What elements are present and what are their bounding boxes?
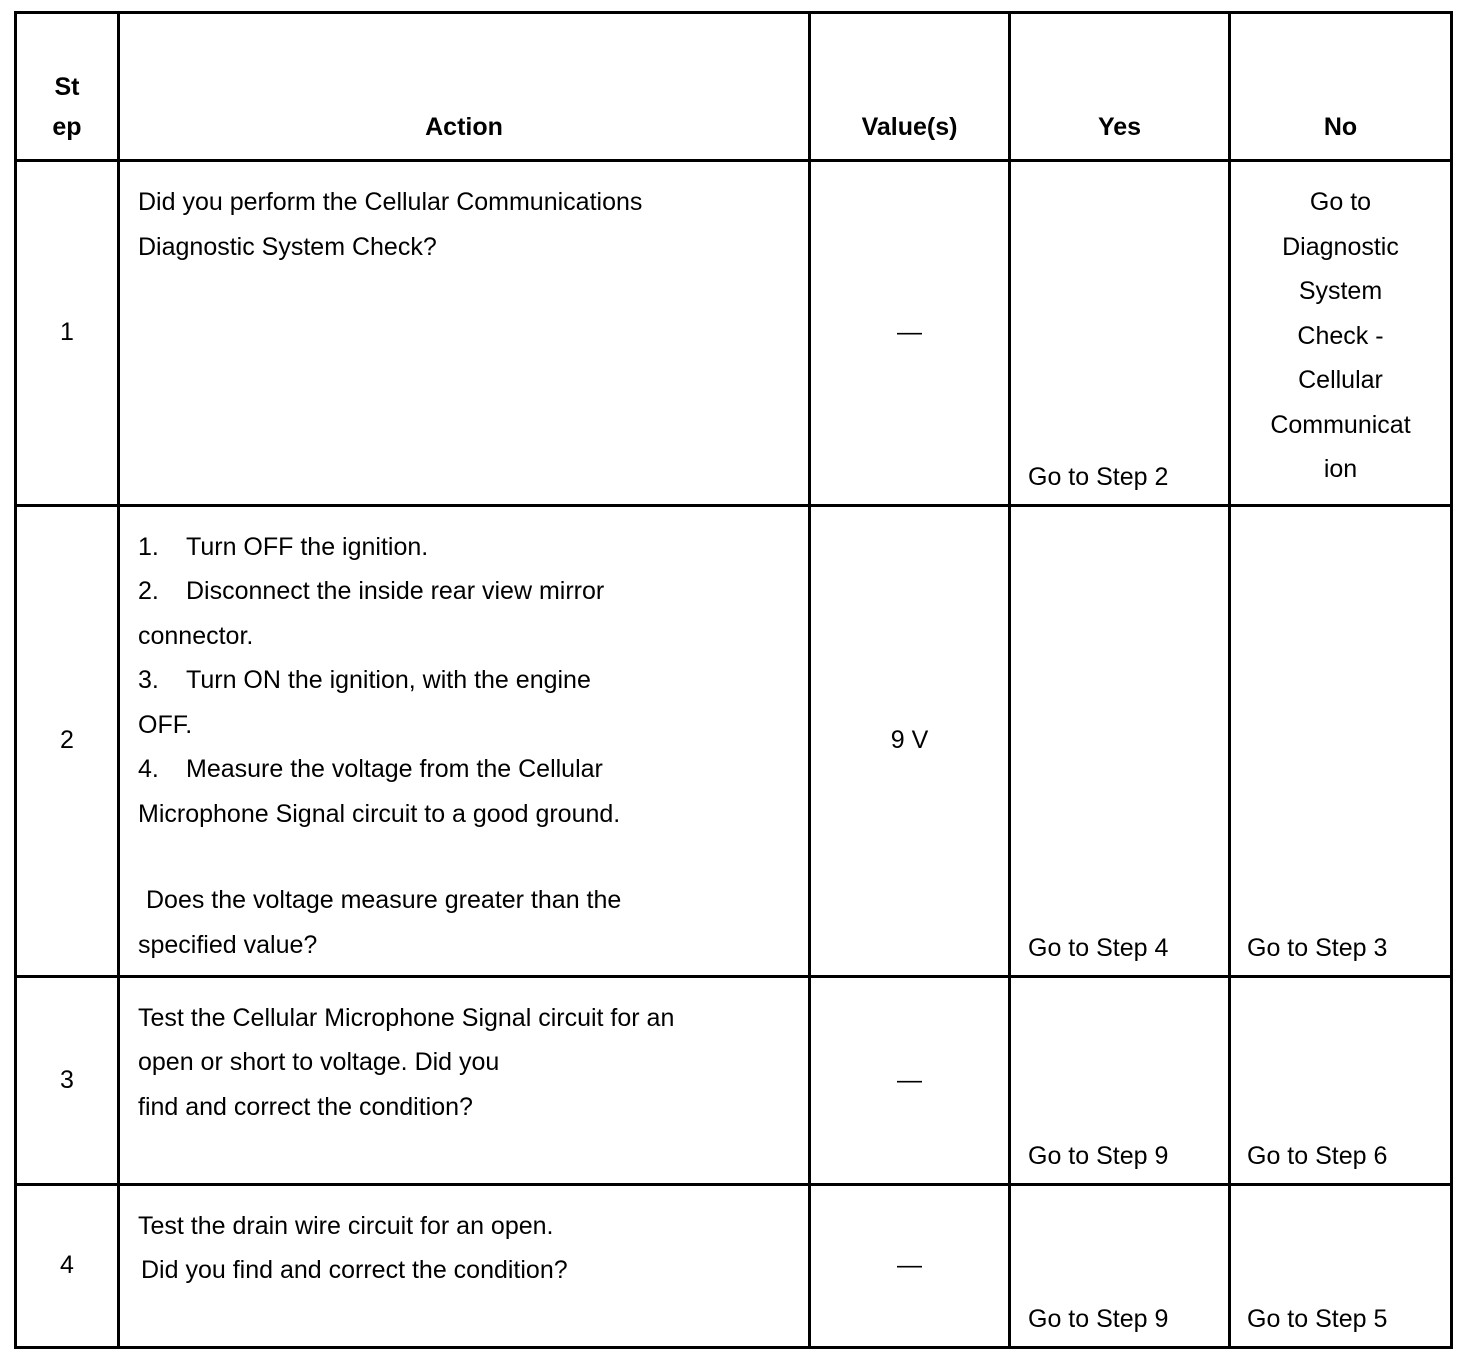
value-cell: — bbox=[810, 1184, 1010, 1347]
table-row bbox=[16, 1184, 1452, 1347]
header-values: Value(s) bbox=[810, 13, 1010, 161]
yes-cell: Go to Step 9 bbox=[1010, 976, 1230, 1184]
action-cell: Did you perform the Cellular Communications Diagnostic System Check? bbox=[119, 161, 810, 506]
action-cell: 1. Turn OFF the ignition. 2. Disconnect the inside rear view mirror connector. 3. Turn ON the ignition, with the engine OFF. 4. Measure the voltage from the Cellular Microphone Signal circuit to a good ground. Does the voltage measure greater than the specified value? bbox=[119, 505, 810, 976]
table-row bbox=[16, 505, 1452, 976]
step-number: 3 bbox=[16, 976, 119, 1184]
table-row bbox=[16, 976, 1452, 1184]
no-cell: Go to Diagnostic System Check - Cellular Communicat ion bbox=[1230, 161, 1452, 506]
value-cell: — bbox=[810, 976, 1010, 1184]
no-cell: Go to Step 6 bbox=[1230, 976, 1452, 1184]
header-action: Action bbox=[119, 13, 810, 161]
header-row bbox=[16, 13, 1452, 161]
action-cell: Test the Cellular Microphone Signal circuit for an open or short to voltage. Did you find and correct the condition? bbox=[119, 976, 810, 1184]
header-step: St ep bbox=[16, 13, 119, 161]
header-yes: Yes bbox=[1010, 13, 1230, 161]
no-cell: Go to Step 5 bbox=[1230, 1184, 1452, 1347]
yes-cell: Go to Step 9 bbox=[1010, 1184, 1230, 1347]
no-cell: Go to Step 3 bbox=[1230, 505, 1452, 976]
action-cell: Test the drain wire circuit for an open. Did you find and correct the condition? bbox=[119, 1184, 810, 1347]
step-number: 1 bbox=[16, 161, 119, 506]
step-number: 2 bbox=[16, 505, 119, 976]
table-row bbox=[16, 161, 1452, 506]
diagnostic-table bbox=[14, 11, 1453, 1349]
header-no: No bbox=[1230, 13, 1452, 161]
yes-cell: Go to Step 4 bbox=[1010, 505, 1230, 976]
step-number: 4 bbox=[16, 1184, 119, 1347]
value-cell: — bbox=[810, 161, 1010, 506]
yes-cell: Go to Step 2 bbox=[1010, 161, 1230, 506]
value-cell: 9 V bbox=[810, 505, 1010, 976]
